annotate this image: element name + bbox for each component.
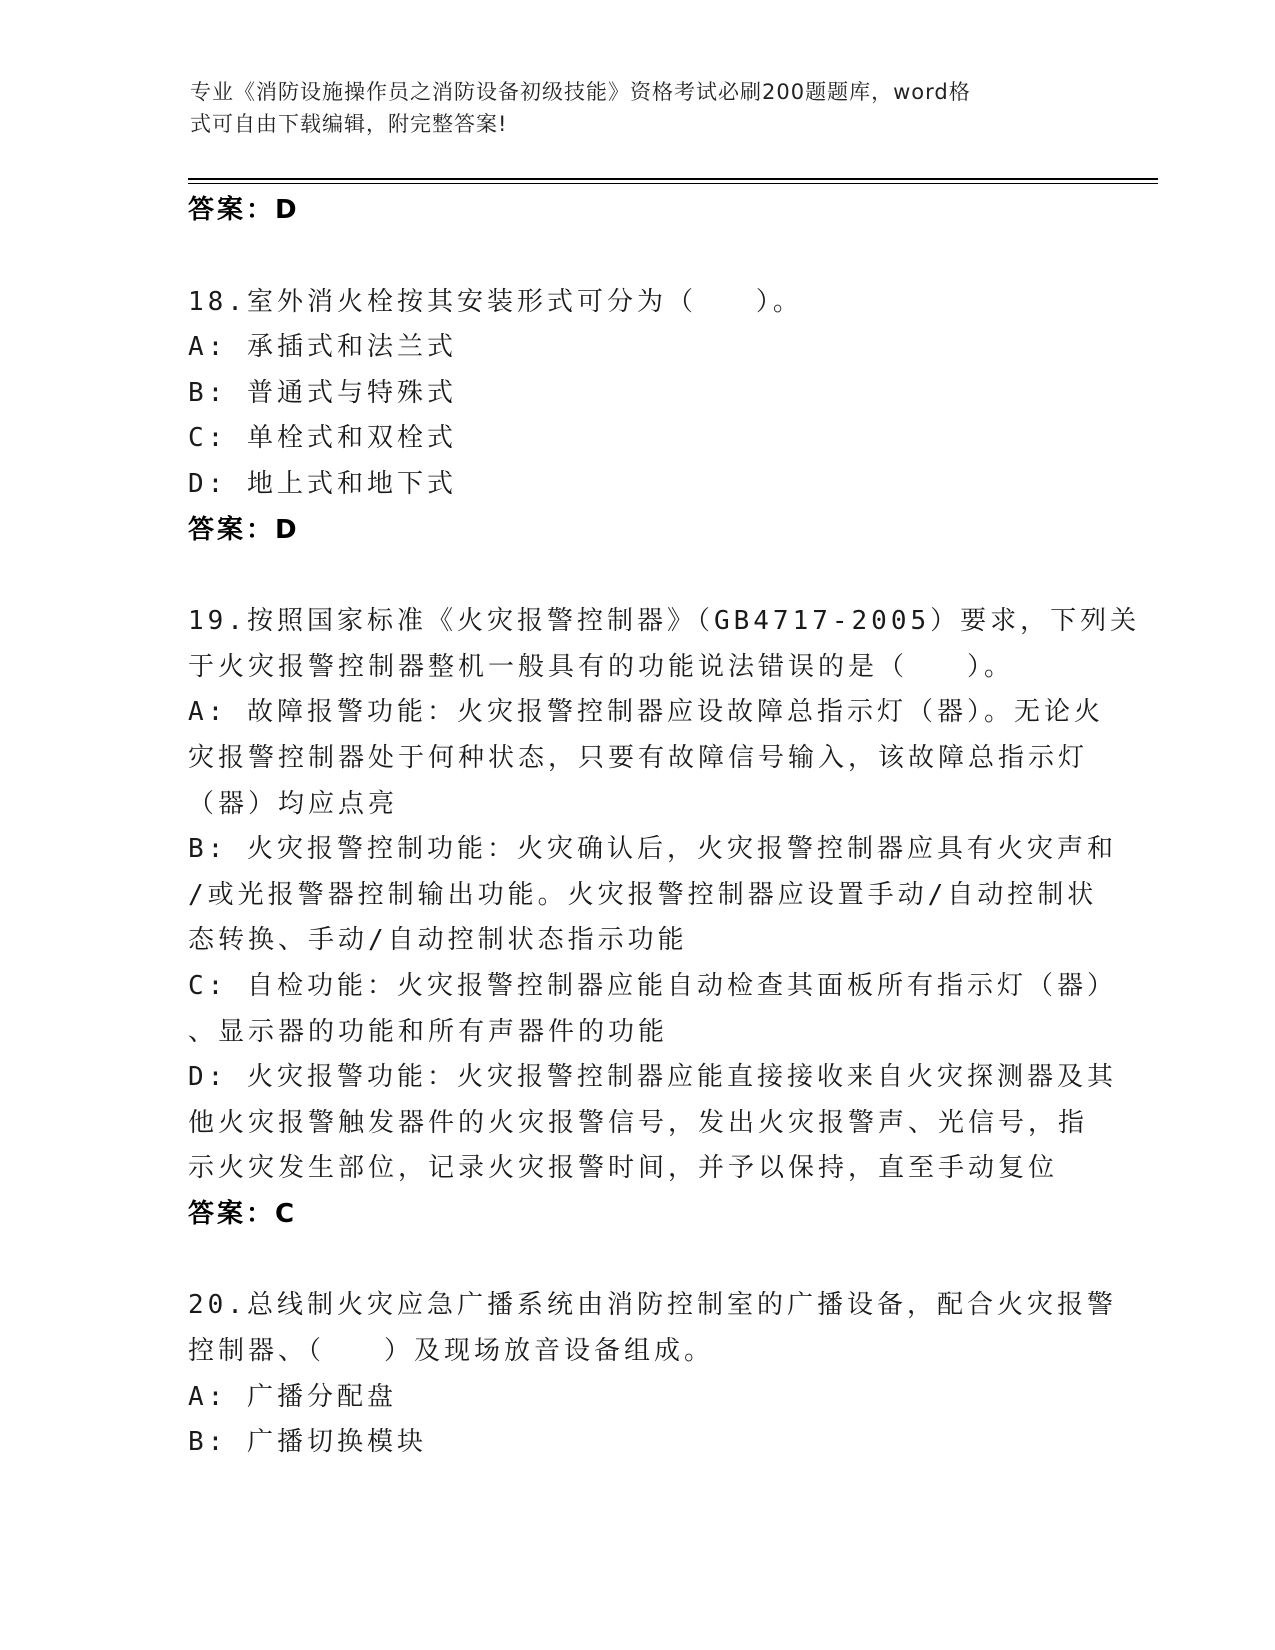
header-rule-thick (188, 178, 1158, 180)
option-b-line-3: 态转换、手动/自动控制状态指示功能 (188, 925, 688, 956)
header-line-2: 式可自由下载编辑，附完整答案! (190, 112, 508, 136)
answer: 答案：C (188, 1198, 298, 1229)
spacer (188, 553, 1088, 599)
question-stem-line-1: 20.总线制火灾应急广播系统由消防控制室的广播设备，配合火灾报警 (188, 1290, 1117, 1321)
spacer (188, 234, 1088, 280)
option-a: A: 广播分配盘 (188, 1381, 397, 1412)
page-header (190, 76, 1090, 140)
document-body (188, 188, 1141, 1466)
option-b: B: 广播切换模块 (188, 1427, 427, 1458)
previous-answer: 答案：D (188, 195, 300, 225)
question-stem: 18.室外消火栓按其安装形式可分为（ ）。 (188, 286, 803, 317)
header-line-1: 专业《消防设施操作员之消防设备初级技能》资格考试必刷200题题库，word格 (190, 80, 971, 104)
option-a-line-2: 灾报警控制器处于何种状态，只要有故障信号输入，该故障总指示灯 (188, 742, 1089, 773)
spacer (188, 1237, 1088, 1283)
header-rule-thin (188, 183, 1158, 184)
option-a-line-1: A: 故障报警功能：火灾报警控制器应设故障总指示灯（器）。无论火 (188, 697, 1104, 728)
question-18 (188, 280, 1088, 554)
option-b-line-1: B: 火灾报警控制功能：火灾确认后，火灾报警控制器应具有火灾声和 (188, 834, 1117, 865)
option-a-line-3: （器）均应点亮 (188, 788, 399, 819)
option-a: A: 承插式和法兰式 (188, 332, 457, 363)
option-b-line-2: /或光报警器控制输出功能。火灾报警控制器应设置手动/自动控制状 (188, 879, 1098, 910)
question-stem-line-2: 控制器、（ ）及现场放音设备组成。 (188, 1336, 714, 1367)
option-d-line-2: 他火灾报警触发器件的火灾报警信号，发出火灾报警声、光信号，指 (188, 1107, 1089, 1138)
question-stem-line-1: 19.按照国家标准《火灾报警控制器》（GB4717-2005）要求，下列关 (188, 606, 1141, 637)
question-stem-line-2: 于火灾报警控制器整机一般具有的功能说法错误的是（ ）。 (188, 651, 1014, 682)
option-c-line-1: C: 自检功能：火灾报警控制器应能自动检查其面板所有指示灯（器） (188, 970, 1117, 1001)
option-b: B: 普通式与特殊式 (188, 377, 457, 408)
question-20 (188, 1283, 1117, 1465)
option-d-line-1: D: 火灾报警功能：火灾报警控制器应能直接接收来自火灾探测器及其 (188, 1062, 1117, 1093)
question-19 (188, 599, 1141, 1237)
option-d-line-3: 示火灾发生部位，记录火灾报警时间，并予以保持，直至手动复位 (188, 1153, 1059, 1184)
option-d: D: 地上式和地下式 (188, 468, 457, 499)
option-c: C: 单栓式和双栓式 (188, 423, 457, 454)
answer: 答案：D (188, 514, 300, 545)
option-c-line-2: 、显示器的功能和所有声器件的功能 (188, 1016, 669, 1047)
